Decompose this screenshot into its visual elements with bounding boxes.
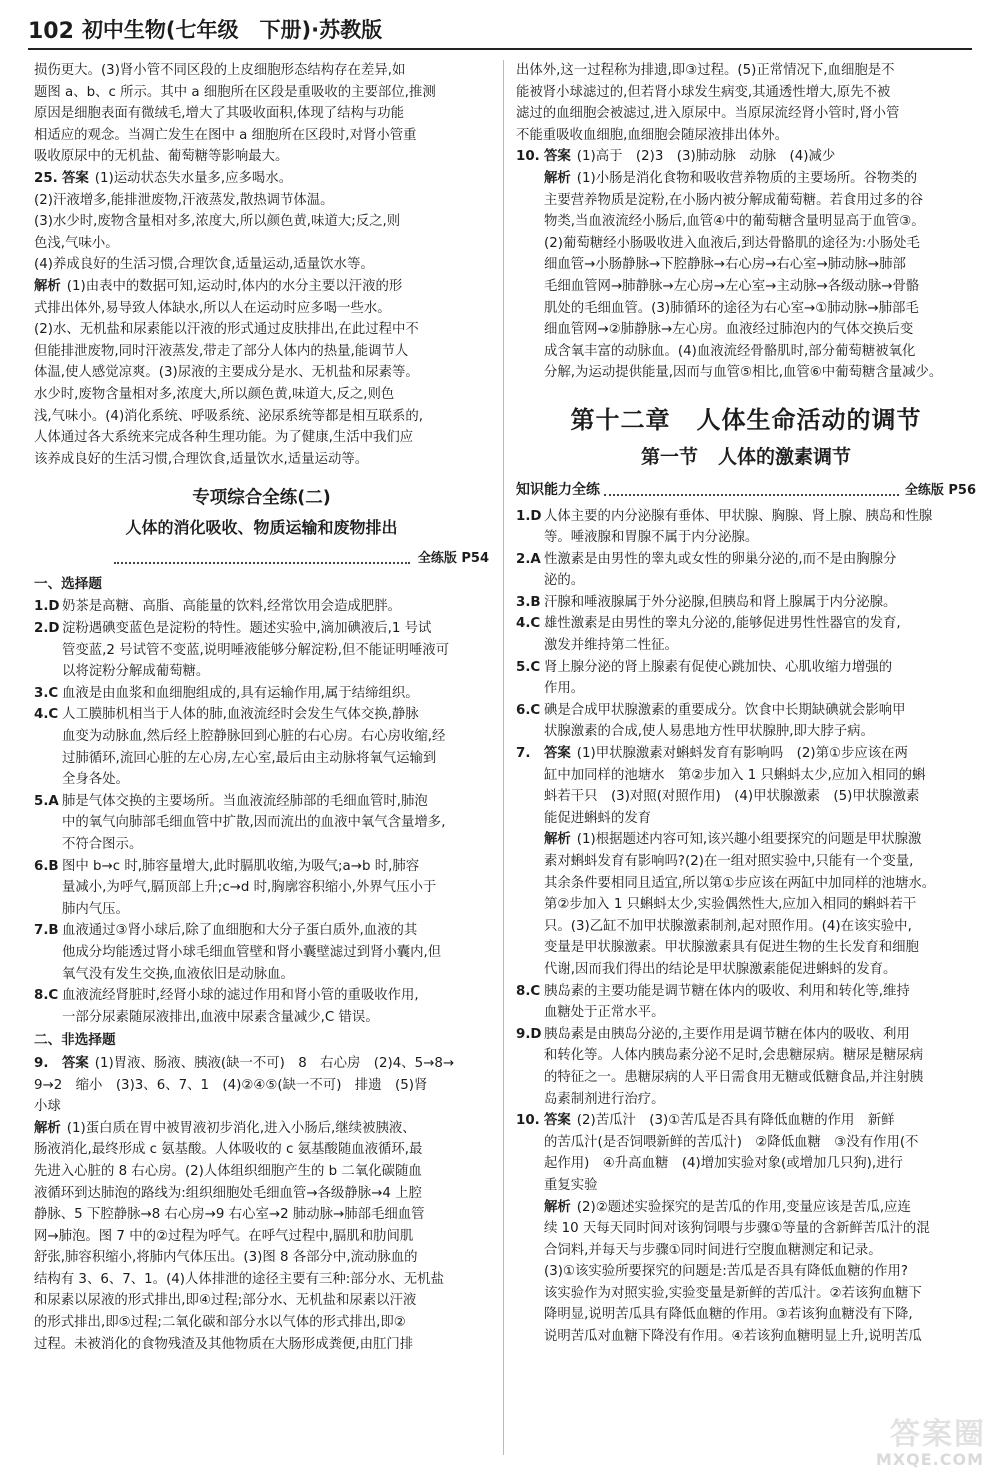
text-line: (2)水、无机盐和尿素能以汗液的形式通过皮肤排出,在此过程中不 — [34, 322, 419, 338]
text-line: 蚪若干只 (3)对照(对照作用) (4)甲状腺激素 (5)甲状腺激素 — [544, 789, 920, 805]
ability-practice-row — [516, 480, 976, 502]
answer-text: (1)甲状腺激素对蝌蚪发育有影响吗 (2)第①步应该在两 — [576, 746, 908, 762]
text-line: 细血管网→②肺静脉→左心房。血液经过肺泡内的气体交换后变 — [544, 322, 914, 338]
answer-text: (2)苦瓜汁 (3)①苦瓜是否具有降低血糖的作用 新鲜 — [576, 1113, 895, 1129]
choice-item — [516, 657, 976, 700]
chapter-title — [516, 402, 976, 438]
answer-label: 答案 — [544, 746, 571, 762]
text-line: 氧气没有发生交换,血液依旧是动脉血。 — [62, 966, 294, 982]
answer-text: (1)运动状态失水量多,应多喝水。 — [94, 170, 293, 186]
item-number: 5.A — [34, 793, 59, 809]
analysis-label: 解析 — [34, 278, 61, 294]
text-line: 先进入心脏的 8 右心房。(2)人体组织细胞产生的 b 二氧化碳随血 — [34, 1163, 422, 1179]
analysis-label: 解析 — [544, 832, 571, 848]
header-rule — [28, 48, 972, 50]
text-line: 舒张,肺容积缩小,将肺内气体压出。(3)图 8 各部分中,流动脉血的 — [34, 1250, 418, 1266]
section-number: 第一节 — [640, 445, 698, 468]
watermark-url: MXQE.COM — [875, 1450, 984, 1469]
text-line: 结构有 3、6、7、1。(4)人体排泄的途径主要有三种:部分水、无机盐 — [34, 1271, 444, 1287]
text-line: 淀粉遇碘变蓝色是淀粉的特性。题述实验中,滴加碘液后,1 号试 — [62, 621, 432, 637]
text-line: 损伤更大。(3)肾小管不同区段的上皮细胞形态结构存在差异,如 — [34, 63, 406, 78]
text-line: 吸收原尿中的无机盐、葡萄糖等影响最大。 — [34, 149, 289, 165]
text-line: 过肺循环,流回心脏的左心房,左心室,最后由主动脉将氧气运输到 — [62, 750, 437, 766]
chapter-name: 人体生命活动的调节 — [696, 405, 922, 434]
answer-label: 答案 — [544, 149, 571, 165]
text-line: 水少时,废物含量相对多,浓度大,所以颜色黄,味道大,反之,则色 — [34, 386, 395, 402]
item-number: 6.C — [516, 702, 541, 718]
text-line: 的苦瓜汁(是否饲喂新鲜的苦瓜汁) ②降低血糖 ③没有作用(不 — [544, 1134, 919, 1150]
analysis-text: (1)蛋白质在胃中被胃液初步消化,进入小肠后,继续被胰液、 — [66, 1120, 416, 1136]
text-line: 变量是甲状腺激素。甲状腺激素具有促进生物的生长发育和细胞 — [544, 940, 919, 956]
text-line: 碘是合成甲状腺激素的重要成分。饮食中长期缺碘就会影响甲 — [544, 702, 906, 718]
answer-text: (1)高于 (2)3 (3)肺动脉 动脉 (4)减少 — [576, 149, 836, 165]
analysis-text: (1)小肠是消化食物和吸收营养物质的主要场所。谷物类的 — [576, 170, 918, 186]
question-10 — [516, 146, 976, 384]
text-line: 续 10 天每天同时间对该狗饲喂与步骤①等量的含新鲜苦瓜汁的混 — [544, 1221, 930, 1237]
text-line: 性激素是由男性的睾丸或女性的卵巢分泌的,而不是由胸腺分 — [544, 551, 897, 567]
text-line: 肾上腺分泌的肾上腺素有促使心跳加快、心肌收缩力增强的 — [544, 659, 893, 675]
question-number: 25. — [34, 170, 58, 186]
book-title: 初中生物(七年级 下册)·苏教版 — [81, 18, 383, 42]
text-line: 物类,当血液流经小肠后,血管④中的葡萄糖含量明显高于血管③。 — [544, 214, 925, 230]
text-line: 人体通过各大系统来完成各种生理功能。为了健康,生活中我们应 — [34, 430, 414, 446]
question-7 — [516, 743, 976, 981]
text-line: 血液流经肾脏时,经肾小球的滤过作用和肾小管的重吸收作用, — [62, 988, 419, 1004]
choice-item — [516, 1024, 976, 1110]
text-line: 小球 — [34, 1099, 61, 1115]
choice-item — [34, 856, 489, 921]
text-line: 岛素制剂进行治疗。 — [544, 1091, 665, 1107]
text-line: 但能排泄废物,同时汗液蒸发,带走了部分人体内的热量,能调节人 — [34, 343, 409, 359]
dotted-leader — [114, 554, 410, 564]
item-number: 8.C — [34, 988, 59, 1004]
page-number: 102 — [28, 19, 74, 44]
text-line: 激发并维持第二性征。 — [544, 638, 678, 654]
section-heading: 二、非选择题 — [34, 1032, 116, 1049]
left-column — [34, 60, 489, 1355]
text-line: 不符合图示。 — [62, 837, 143, 852]
ability-practice-label: 知识能力全练 — [516, 481, 600, 498]
page-header — [28, 4, 382, 44]
text-line: 该养成良好的生活习惯,合理饮食,适量饮水,适量运动等。 — [34, 451, 369, 467]
item-number: 9.D — [516, 1026, 542, 1042]
analysis-label: 解析 — [544, 170, 571, 186]
text-line: 能被肾小球滤过的,但若肾小球发生病变,其通透性增大,原先不被 — [516, 84, 891, 100]
text-line: 胰岛素的主要功能是调节糖在体内的吸收、利用和转化等,维持 — [544, 983, 910, 999]
analysis-text: (1)根据题述内容可知,该兴趣小组要探究的问题是甲状腺激 — [576, 832, 922, 848]
text-line: 相适应的观念。当凋亡发生在图中 a 细胞所在区段时,对肾小管重 — [34, 127, 417, 143]
text-line: 和尿素以尿液的形式排出,即④过程;部分水、无机盐和尿素以汗液 — [34, 1293, 417, 1309]
text-line: 降明显,说明苦瓜具有降低血糖的作用。③若该狗血糖没有下降, — [544, 1307, 913, 1323]
chapter-number: 第十二章 — [570, 405, 671, 434]
answer-label: 答案 — [544, 1113, 571, 1129]
text-line: 雄性激素是由男性的睾丸分泌的,能够促进男性性器官的发育, — [544, 616, 901, 632]
section-heading: 一、选择题 — [34, 575, 102, 592]
text-line: 管变蓝,2 号试管不变蓝,说明唾液能够分解淀粉,但不能证明唾液可 — [62, 642, 450, 658]
analysis-label: 解析 — [544, 1199, 571, 1215]
choice-item — [34, 683, 489, 705]
text-line: 血液通过③肾小球后,除了血细胞和大分子蛋白质外,血液的其 — [62, 923, 418, 939]
text-line: 网→肺泡。图 7 中的②过程为呼气。在呼气过程中,膈肌和肋间肌 — [34, 1228, 414, 1244]
text-line: 9→2 缩小 (3)3、6、7、1 (4)②④⑤(缺一不可) 排遗 (5)肾 — [34, 1077, 428, 1093]
text-line: 等。唾液腺和胃腺不属于内分泌腺。 — [544, 530, 759, 546]
choice-item — [516, 613, 976, 656]
choice-item — [34, 618, 489, 683]
right-column — [516, 60, 976, 1348]
choice-item — [34, 704, 489, 790]
choice-item — [516, 981, 976, 1024]
text-line: (2)葡萄糖经小肠吸收进入血液后,到达骨骼肌的途径为:小肠处毛 — [544, 235, 920, 251]
text-line: 毛细血管网→肺静脉→左心房→左心室→主动脉→各级动脉→骨骼 — [544, 278, 920, 294]
choice-item — [34, 596, 489, 618]
text-line: 人工膜肺机相当于人体的肺,血液流经时会发生气体交换,静脉 — [62, 707, 419, 723]
text-line: 汗腺和唾液腺属于外分泌腺,但胰岛和肾上腺属于内分泌腺。 — [544, 594, 897, 610]
text-line: 代谢,因而我们得出的结论是甲状腺激素能促进蝌蚪的发育。 — [544, 961, 897, 977]
text-line: 一部分尿素随尿液排出,血液中尿素含量减少,C 错误。 — [62, 1009, 379, 1025]
text-line: 泌的。 — [544, 573, 585, 589]
text-line: 出体外,这一过程称为排遗,即③过程。(5)正常情况下,血细胞是不 — [516, 63, 895, 78]
question-number: 10. — [516, 1113, 540, 1129]
text-line: 液循环到达肺泡的路线为:组织细胞处毛细血管→各级静脉→4 上腔 — [34, 1185, 422, 1201]
text-line: (4)养成良好的生活习惯,合理饮食,适量运动,适量饮水等。 — [34, 257, 374, 273]
question-number: 10. — [516, 149, 540, 165]
text-line: 成含氧丰富的动脉血。(4)血液流经骨骼肌时,部分葡萄糖被氧化 — [544, 343, 916, 359]
text-line: 他成分均能透过肾小球毛细血管壁和肾小囊壁滤过到肾小囊内,但 — [62, 944, 442, 960]
q9-continuation — [516, 60, 976, 146]
choice-item — [516, 506, 976, 549]
text-line: 其余条件要相同且适宜,所以第①步应该在两缸中加同样的池塘水。 — [544, 875, 936, 891]
text-line: 的形式排出,即⑤过程;二氧化碳和部分水以气体的形式排出,即② — [34, 1315, 406, 1331]
text-line: 原因是细胞表面有微绒毛,增大了其吸收面积,体现了结构与功能 — [34, 106, 405, 122]
text-line: 过程。未被消化的食物残渣及其他物质在大肠形成粪便,由肛门排 — [34, 1336, 414, 1352]
text-line: 静脉、5 下腔静脉→8 右心房→9 右心室→2 肺动脉→肺部毛细血管 — [34, 1207, 425, 1223]
text-line: 起作用) ④升高血糖 (4)增加实验对象(或增加几只狗),进行 — [544, 1156, 903, 1172]
item-number: 6.B — [34, 858, 59, 874]
item-number: 4.C — [516, 616, 541, 632]
text-line: 血糖处于正常水平。 — [544, 1005, 665, 1021]
choice-item — [34, 985, 489, 1028]
question-number: 7. — [516, 746, 531, 762]
choice-item — [34, 920, 489, 985]
item-number: 3.B — [516, 594, 541, 610]
text-line: 说明苦瓜对血糖下降没有作用。④若该狗血糖明显上升,说明苦瓜 — [544, 1329, 922, 1345]
intro-continuation — [34, 60, 489, 168]
answer-label: 答案 — [62, 170, 89, 186]
section-title — [516, 442, 976, 472]
text-line: 状腺激素的合成,使人易患地方性甲状腺肿,即大脖子病。 — [544, 724, 874, 740]
text-line: (3)水少时,废物含量相对多,浓度大,所以颜色黄,味道大;反之,则 — [34, 214, 401, 230]
text-line: 主要营养物质是淀粉,在小肠内被分解成葡萄糖。若食用过多的谷 — [544, 192, 924, 208]
analysis-text: (1)由表中的数据可知,运动时,体内的水分主要以汗液的形 — [66, 278, 403, 294]
item-number: 8.C — [516, 983, 541, 999]
text-line: 只。(3)乙缸不加甲状腺激素制剂,起对照作用。(4)在该实验中, — [544, 918, 912, 934]
question-10b — [516, 1110, 976, 1348]
text-line: (2)汗液增多,能排泄废物,汗液蒸发,散热调节体温。 — [34, 192, 334, 208]
text-line: 量减小,为呼气,膈顶部上升;c→d 时,胸廓容积缩小,外界气压小于 — [62, 880, 437, 896]
analysis-label: 解析 — [34, 1120, 61, 1136]
text-line: 细血管→小肠静脉→下腔静脉→右心房→右心室→肺动脉→肺部 — [544, 257, 906, 273]
text-line: 作用。 — [544, 681, 585, 697]
item-number: 2.A — [516, 551, 541, 567]
text-line: 和转化等。人体内胰岛素分泌不足时,会患糖尿病。糖尿是糖尿病 — [544, 1048, 924, 1064]
choice-item — [516, 700, 976, 743]
item-number: 5.C — [516, 659, 541, 675]
choice-item — [516, 592, 976, 614]
reference-page: 全练版 P54 — [417, 551, 489, 567]
text-line: 奶茶是高糖、高脂、高能量的饮料,经常饮用会造成肥胖。 — [62, 599, 402, 615]
text-line: 的特征之一。患糖尿病的人平日需食用无糖或低糖食品,并注射胰 — [544, 1069, 924, 1085]
text-line: 分解,为运动提供能量,因而与血管⑤相比,血管⑥中葡萄糖含量减少。 — [544, 365, 943, 381]
text-line: 图中 b→c 时,肺容量增大,此时膈肌收缩,为吸气;a→b 时,肺容 — [62, 858, 420, 874]
choice-item — [516, 549, 976, 592]
text-line: 以将淀粉分解成葡萄糖。 — [62, 664, 210, 680]
item-number: 3.C — [34, 685, 59, 701]
answer-label: 答案 — [62, 1055, 89, 1071]
text-line: 胰岛素是由胰岛分泌的,主要作用是调节糖在体内的吸收、利用 — [544, 1026, 910, 1042]
text-line: 题图 a、b、c 所示。其中 a 细胞所在区段是重吸收的主要部位,推测 — [34, 84, 436, 100]
text-line: 血变为动脉血,然后经上腔静脉回到心脏的右心房。右心房收缩,经 — [62, 729, 446, 745]
text-line: 不能重吸收血细胞,血细胞会随尿液排出体外。 — [516, 127, 789, 143]
text-line: 中的氧气向肺部毛细血管中扩散,因而流出的血液中氧气含量增多, — [62, 815, 446, 831]
column-divider — [503, 60, 504, 1455]
text-line: 重复实验 — [544, 1177, 598, 1193]
analysis-text: (2)②题述实验探究的是苦瓜的作用,变量应该是苦瓜,应连 — [576, 1199, 911, 1215]
item-number: 4.C — [34, 707, 59, 723]
text-line: (3)①该实验所要探究的问题是:苦瓜是否具有降低血糖的作用? — [544, 1264, 908, 1280]
item-number: 7.B — [34, 923, 59, 939]
special-practice-subtitle: 人体的消化吸收、物质运输和废物排出 — [125, 518, 398, 538]
section-name: 人体的激素调节 — [718, 445, 852, 468]
text-line: 全身各处。 — [62, 772, 129, 788]
item-number: 1.D — [34, 599, 60, 615]
dotted-leader — [604, 486, 899, 496]
watermark — [836, 1409, 986, 1469]
reference-page: 全练版 P56 — [904, 482, 976, 498]
text-line: 能促进蝌蚪的发育 — [544, 810, 652, 826]
special-practice-title: 专项综合全练(二) — [192, 488, 331, 509]
item-number: 1.D — [516, 508, 542, 524]
question-number: 9. — [34, 1055, 49, 1071]
answer-text: (1)胃液、肠液、胰液(缺一不可) 8 右心房 (2)4、5→8→ — [94, 1055, 455, 1071]
text-line: 色浅,气味小。 — [34, 235, 119, 251]
text-line: 浅,气味小。(4)消化系统、呼吸系统、泌尿系统等都是相互联系的, — [34, 408, 424, 424]
text-line: 肺是气体交换的主要场所。当血液流经肺部的毛细血管时,肺泡 — [62, 793, 428, 809]
text-line: 滤过的血细胞会被滤过,进入原尿中。当原尿流经肾小管时,肾小管 — [516, 106, 900, 122]
text-line: 缸中加同样的池塘水 第②步加入 1 只蝌蚪太少,应加入相同的蝌 — [544, 767, 926, 783]
text-line: 血液是由血浆和血细胞组成的,具有运输作用,属于结缔组织。 — [62, 685, 419, 701]
text-line: 合饲料,并每天与步骤①同时间进行空腹血糖测定和记录。 — [544, 1242, 882, 1258]
text-line: 该实验作为对照实验,实验变量是新鲜的苦瓜汁。②若该狗血糖下 — [544, 1285, 922, 1301]
text-line: 第②步加入 1 只蝌蚪太少,实验偶然性大,应加入相同的蝌蚪若干 — [544, 897, 917, 913]
text-line: 素对蝌蚪发育有影响吗?(2)在一组对照实验中,只能有一个变量, — [544, 854, 914, 869]
choice-item — [34, 791, 489, 856]
reference-row — [114, 548, 489, 570]
text-line: 体温,使人感觉凉爽。(3)尿液的主要成分是水、无机盐和尿素等。 — [34, 365, 419, 381]
text-line: 肠液消化,最终形成 c 氨基酸。人体吸收的 c 氨基酸随血液循环,最 — [34, 1142, 423, 1158]
watermark-logo: 答案圈 — [890, 1417, 986, 1452]
question-9 — [34, 1053, 489, 1355]
item-number: 2.D — [34, 621, 60, 637]
text-line: 人体主要的内分泌腺有垂体、甲状腺、胸腺、肾上腺、胰岛和性腺 — [544, 508, 933, 524]
question-25 — [34, 168, 489, 470]
text-line: 式排出体外,易导致人体缺水,所以人在运动时应多喝一些水。 — [34, 300, 391, 316]
text-line: 肌处的毛细血管。(3)肺循环的途径为右心室→①肺动脉→肺部毛 — [544, 300, 919, 316]
text-line: 肺内气压。 — [62, 901, 129, 917]
